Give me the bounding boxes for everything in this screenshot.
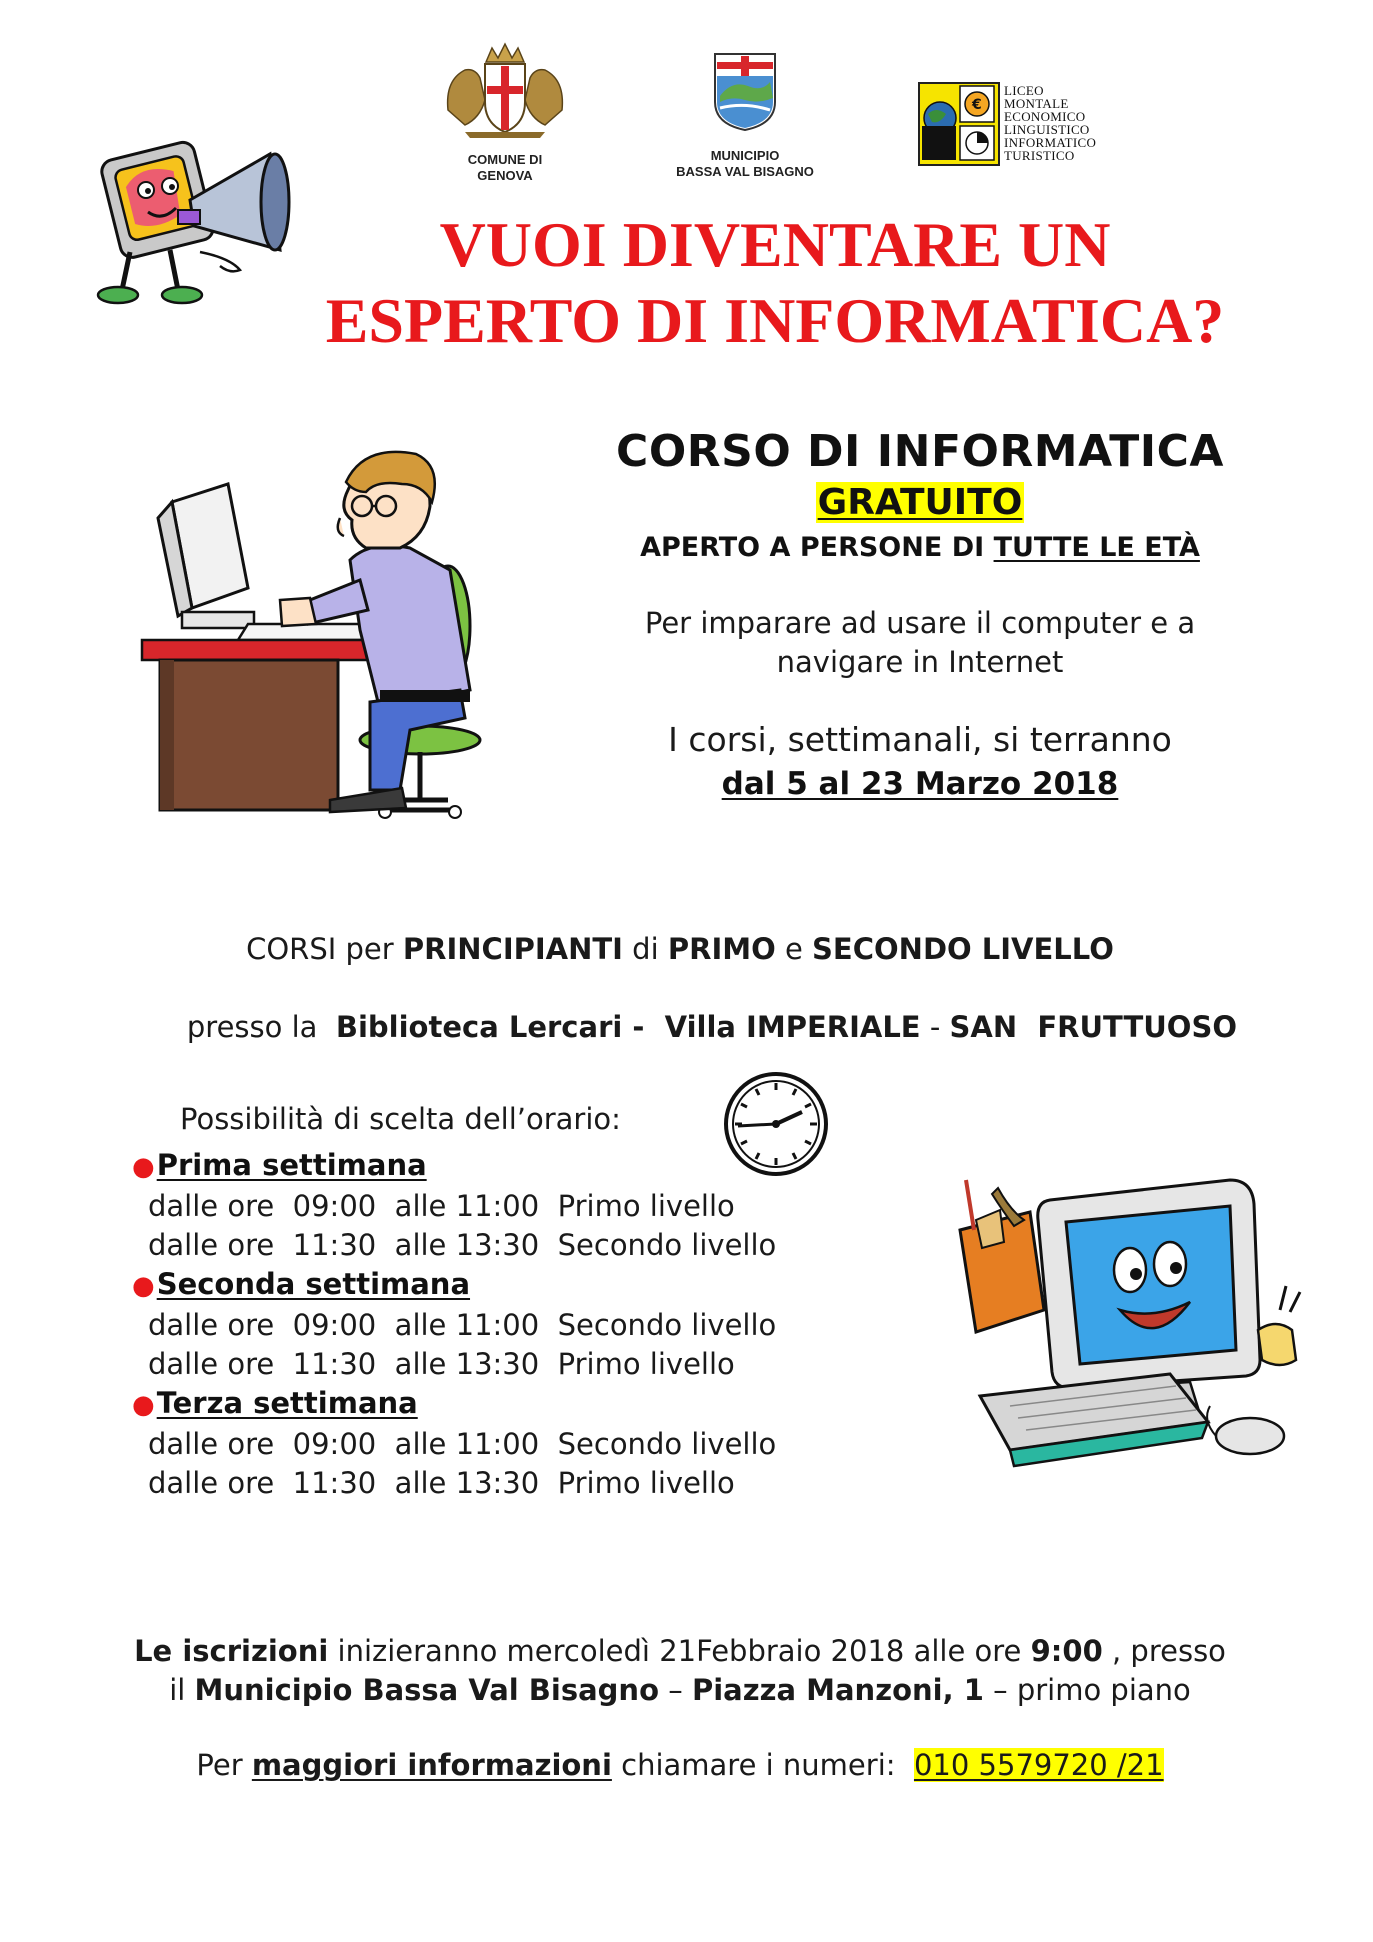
municipio-shield-icon [670, 52, 820, 132]
course-info [570, 424, 1270, 806]
purpose-text [570, 604, 1270, 682]
levels-text-c: di [622, 932, 668, 966]
schedule-line: dalle ore 09:00 alle 11:00 Secondo livello [148, 1427, 777, 1461]
schedule-line: dalle ore 11:30 alle 13:30 Primo livello [148, 1347, 735, 1381]
location-text-a: presso la [186, 1010, 336, 1044]
location-district: SAN FRUTTUOSO [949, 1010, 1237, 1044]
week-title [132, 1384, 832, 1425]
registration-text-d: , presso [1102, 1634, 1226, 1668]
genova-caption: COMUNE DI GENOVA [467, 152, 543, 183]
location-text-c: - [920, 1010, 950, 1044]
registration [100, 1632, 1260, 1710]
week-title-text: Terza settimana [156, 1386, 418, 1420]
municipio-caption-2: BASSA VAL BISAGNO [676, 164, 814, 179]
info-more: maggiori informazioni [251, 1748, 612, 1782]
open-to-all-line [570, 528, 1270, 568]
registration-time: 9:00 [1030, 1634, 1103, 1668]
registration-line-1 [100, 1632, 1260, 1671]
week-block [132, 1384, 832, 1503]
registration-address: Piazza Manzoni, 1 [691, 1673, 984, 1707]
genova-logo [440, 40, 570, 183]
registration-municipio: Municipio Bassa Val Bisagno [194, 1673, 659, 1707]
genova-coat-of-arms-icon [440, 40, 570, 140]
schedule-line: dalle ore 09:00 alle 11:00 Primo livello [148, 1189, 735, 1223]
week-title [132, 1265, 832, 1306]
schedule-intro-text: Possibilità di scelta dell’orario: [180, 1102, 621, 1136]
levels-location [150, 930, 1237, 1086]
weekly-text: I corsi, settimanali, si terranno [668, 720, 1172, 759]
levels-text-e: e [775, 932, 813, 966]
bullet-icon: ● [132, 1390, 155, 1420]
location-library: Biblioteca Lercari - Villa IMPERIALE [335, 1010, 921, 1044]
svg-text:€: € [972, 97, 982, 113]
liceo-logo [918, 82, 1097, 166]
registration-label: Le iscrizioni [134, 1634, 329, 1668]
megaphone-computer-illustration [90, 140, 310, 315]
megaphone-computer-icon [90, 140, 310, 315]
levels-text-a: CORSI per [246, 932, 403, 966]
liceo-emblem-icon [918, 82, 1000, 166]
levels-line [150, 930, 1210, 969]
levels-secondo: SECONDO LIVELLO [812, 932, 1114, 966]
liceo-line-1: LICEO MONTALE [1004, 83, 1069, 111]
schedule [132, 1146, 832, 1503]
all-ages-text: TUTTE LE ETÀ [993, 532, 1200, 563]
info-text-a: Per [196, 1748, 252, 1782]
phone-number: 010 5579720 /21 [913, 1748, 1164, 1782]
location-line [150, 969, 1237, 1086]
info-line [100, 1746, 1260, 1785]
man-at-computer-icon [130, 440, 520, 820]
schedule-line: dalle ore 11:30 alle 13:30 Secondo livello [148, 1228, 777, 1262]
headline [290, 206, 1260, 360]
registration-floor: – primo piano [983, 1673, 1191, 1707]
liceo-line-3: LINGUISTICO [1004, 122, 1090, 137]
liceo-line-2: ECONOMICO [1004, 109, 1086, 124]
purpose-line-1: Per imparare ad usare il computer e a [644, 606, 1196, 640]
registration-line-2 [100, 1671, 1260, 1710]
liceo-line-5: TURISTICO [1004, 148, 1075, 163]
bullet-icon: ● [132, 1152, 155, 1182]
purpose-line-2: navigare in Internet [776, 645, 1064, 679]
registration-text-il: il [169, 1673, 195, 1707]
gratuito-badge: GRATUITO [817, 482, 1023, 523]
week-block [132, 1146, 832, 1265]
bullet-icon: ● [132, 1271, 155, 1301]
municipio-caption-1: MUNICIPIO [710, 148, 780, 163]
course-dates: dal 5 al 23 Marzo 2018 [721, 766, 1119, 802]
week-title [132, 1146, 832, 1187]
week-block [132, 1265, 832, 1384]
municipio-logo [670, 52, 820, 182]
levels-primo: PRIMO [667, 932, 776, 966]
open-prefix: APERTO A PERSONE DI [640, 532, 994, 563]
book-computer-illustration [940, 1160, 1320, 1490]
registration-text-b: inizieranno mercoledì 21Febbraio 2018 alle ore [328, 1634, 1031, 1668]
week-title-text: Seconda settimana [156, 1267, 471, 1301]
info-text-c: chiamare i numeri: [611, 1748, 914, 1782]
book-computer-icon [940, 1160, 1320, 1490]
schedule-line: dalle ore 09:00 alle 11:00 Secondo livello [148, 1308, 777, 1342]
course-title: CORSO DI INFORMATICA [616, 426, 1224, 477]
man-at-computer-illustration [130, 440, 520, 820]
week-title-text: Prima settimana [156, 1148, 427, 1182]
registration-dash: – [659, 1673, 692, 1707]
levels-principianti: PRINCIPIANTI [402, 932, 623, 966]
liceo-line-4: INFORMATICO [1004, 135, 1097, 150]
schedule-line: dalle ore 11:30 alle 13:30 Primo livello [148, 1466, 735, 1500]
headline-line-2: ESPERTO DI INFORMATICA? [325, 285, 1225, 356]
headline-line-1: VUOI DIVENTARE UN [439, 209, 1111, 280]
